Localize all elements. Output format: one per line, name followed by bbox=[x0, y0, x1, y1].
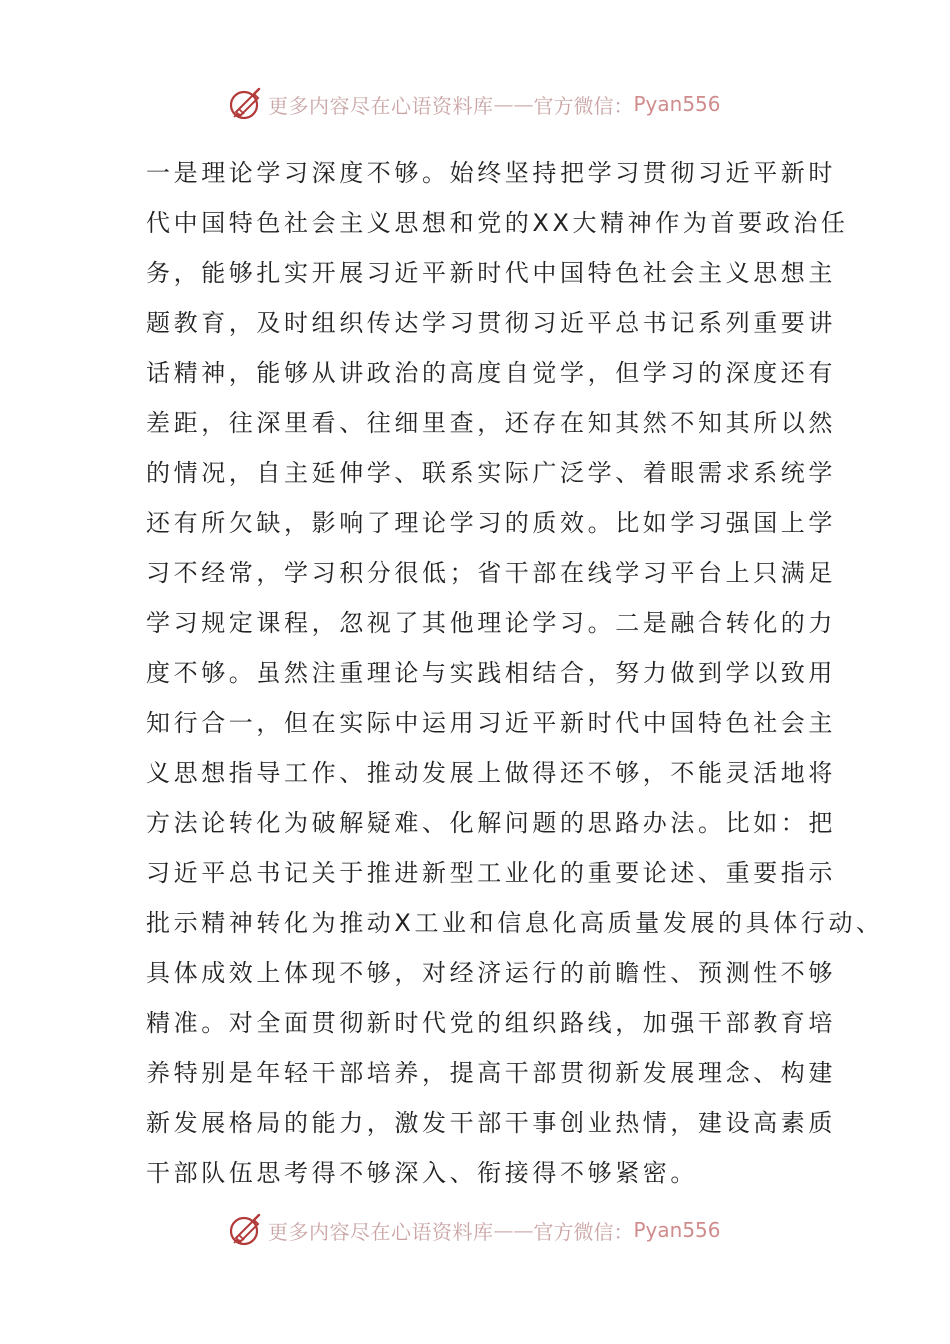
text-line: 学习规定课程，忽视了其他理论学习。二是融合转化的力 bbox=[146, 609, 836, 637]
watermark-label: 官方微信： bbox=[533, 1219, 634, 1244]
text-line: 义思想指导工作、推动发展上做得还不够，不能灵活地将 bbox=[146, 759, 836, 787]
watermark-dash: —— bbox=[493, 92, 534, 116]
text-line: 新发展格局的能力，激发干部干事创业热情，建设高素质 bbox=[146, 1109, 836, 1137]
text-line: 度不够。虽然注重理论与实践相结合，努力做到学以致用 bbox=[146, 659, 836, 687]
text-line: 批示精神转化为推动X工业和信息化高质量发展的具体行动、 bbox=[146, 909, 884, 937]
text-line: 还有所欠缺，影响了理论学习的质效。比如学习强国上学 bbox=[146, 509, 836, 537]
text-line: 养特别是年轻干部培养，提高干部贯彻新发展理念、构建 bbox=[146, 1059, 836, 1087]
pen-logo-icon bbox=[228, 86, 264, 122]
text-line: 干部队伍思考得不够深入、衔接得不够紧密。 bbox=[146, 1159, 698, 1187]
text-line: 一是理论学习深度不够。始终坚持把学习贯彻习近平新时 bbox=[146, 159, 836, 187]
text-line: 习近平总书记关于推进新型工业化的重要论述、重要指示 bbox=[146, 859, 836, 887]
watermark-dash: —— bbox=[493, 1218, 534, 1242]
text-line: 习不经常，学习积分很低；省干部在线学习平台上只满足 bbox=[146, 559, 836, 587]
text-line: 方法论转化为破解疑难、化解问题的思路办法。比如：把 bbox=[146, 809, 836, 837]
text-line: 差距，往深里看、往细里查，还存在知其然不知其所以然 bbox=[146, 409, 836, 437]
text-line: 题教育，及时组织传达学习贯彻习近平总书记系列重要讲 bbox=[146, 309, 836, 337]
watermark-label: 官方微信： bbox=[533, 93, 634, 118]
body-paragraph bbox=[146, 148, 884, 1198]
text-line: 具体成效上体现不够，对经济运行的前瞻性、预测性不够 bbox=[146, 959, 836, 987]
text-line: 代中国特色社会主义思想和党的XX大精神作为首要政治任 bbox=[146, 209, 849, 237]
watermark-header bbox=[228, 84, 721, 124]
text-line: 务，能够扎实开展习近平新时代中国特色社会主义思想主 bbox=[146, 259, 836, 287]
watermark-footer bbox=[228, 1210, 721, 1250]
watermark-title: 更多内容尽在心语资料库 bbox=[268, 93, 494, 118]
watermark-wechat-id: Pyan556 bbox=[633, 1218, 721, 1242]
watermark-title: 更多内容尽在心语资料库 bbox=[268, 1219, 494, 1244]
text-line: 话精神，能够从讲政治的高度自觉学，但学习的深度还有 bbox=[146, 359, 836, 387]
text-line: 的情况，自主延伸学、联系实际广泛学、着眼需求系统学 bbox=[146, 459, 836, 487]
text-line: 精准。对全面贯彻新时代党的组织路线，加强干部教育培 bbox=[146, 1009, 836, 1037]
text-line: 知行合一，但在实际中运用习近平新时代中国特色社会主 bbox=[146, 709, 836, 737]
pen-logo-icon bbox=[228, 1212, 264, 1248]
watermark-wechat-id: Pyan556 bbox=[633, 92, 721, 116]
